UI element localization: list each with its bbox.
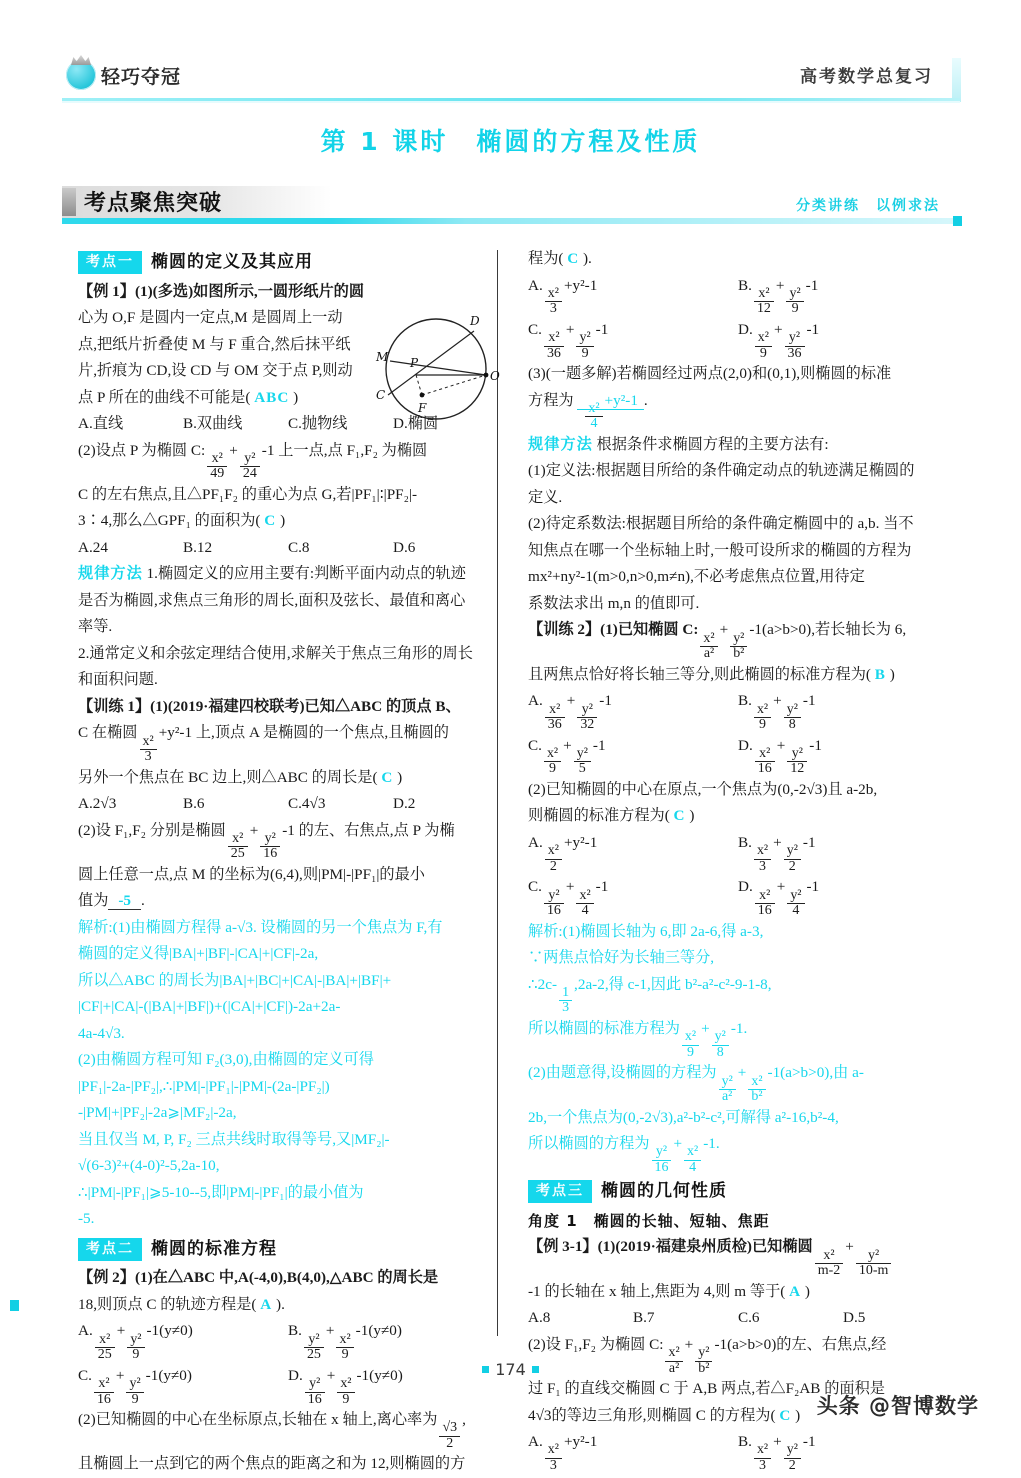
example-3-1-question: -1 的长轴在 x 轴上,焦距为 4,则 m 等于( A ) xyxy=(528,1282,810,1300)
fill-in-blank-answer: -5 xyxy=(108,892,141,910)
option-a[interactable]: A. $\frac{\text{x²}}{36}$ + $\frac{\text{y²}}{32}$ -1 xyxy=(528,692,612,733)
svg-text:P: P xyxy=(410,355,419,370)
example-2-part3-line: (3)(一题多解)若椭圆经过两点(2,0)和(0,1),则椭圆的标准 xyxy=(528,365,892,383)
solution-line: ∴2c- $\frac{1}{3}$ ,2a-2,得 c-1,因此 b²-a²-c²-9-1-8, xyxy=(528,975,772,1016)
page-title: 第 1 课时 椭圆的方程及性质 xyxy=(320,127,701,156)
example-2-part3-fill: 方程为 $\frac{\text{x²}}{4}$ +y²-1 . xyxy=(528,391,648,432)
solution-line: √(6-3)²+(4-0)²-5,2a-10, xyxy=(78,1157,220,1175)
option-d[interactable]: D. $\frac{\text{y²}}{16}$ + $\frac{\text{x²}}{9}$ -1(y≠0) xyxy=(288,1366,403,1407)
example-1-line: 【例 1】(1)(多选)如图所示,一圆形纸片的圆 xyxy=(78,282,365,300)
option-b[interactable]: B.双曲线 xyxy=(183,415,243,432)
option-b[interactable]: B.12 xyxy=(183,538,213,556)
option-c[interactable]: C.4√3 xyxy=(288,795,326,813)
section-band-marker xyxy=(62,188,76,216)
option-d[interactable]: D.2 xyxy=(393,795,416,813)
option-b[interactable]: B. $\frac{\text{x²}}{3}$ + $\frac{\text{y²}}{2}$ -1 xyxy=(738,1433,816,1473)
rule-method-1-line: 是否为椭圆,求焦点三角形的周长,面积及弦长、最值和离心 xyxy=(78,591,466,609)
solution-line: 2b,一个焦点为(0,-2√3),a²-b²-c²,可解得 a²-16,b²-4, xyxy=(528,1108,839,1126)
keypoint-1-heading xyxy=(78,249,498,276)
option-d[interactable]: D. $\frac{\text{x²}}{16}$ + $\frac{\text{y²}}{4}$ -1 xyxy=(738,878,820,919)
training-2-question: 且两焦点恰好将长轴三等分,则此椭圆的标准方程为( B ) xyxy=(528,665,895,683)
page-number xyxy=(0,1360,1021,1379)
example-2-options-row1 xyxy=(78,1318,498,1362)
rule-method-2-line: (1)定义法:根据题目所给的条件确定动点的轨迹满足椭圆的 xyxy=(528,462,915,480)
solution-line: 4a-4√3. xyxy=(78,1024,125,1042)
corner-decoration xyxy=(10,1300,19,1311)
example-1-line: 片,折痕为 CD,设 CD 与 OM 交于点 P,则动 xyxy=(78,362,353,379)
training-2-part2-options-row1 xyxy=(528,830,948,874)
solution-line: 椭圆的定义得|BA|+|BF|-|CA|+|CF|-2a, xyxy=(78,945,319,963)
svg-text:M: M xyxy=(376,349,389,364)
crown-badge-icon xyxy=(66,60,96,90)
training-1-part2-line: 圆上任意一点,点 M 的坐标为(6,4),则|PM|-|PF₁|的最小 xyxy=(78,865,425,883)
option-b[interactable]: B. $\frac{\text{y²}}{25}$ + $\frac{\text{x²}}{9}$ -1(y≠0) xyxy=(288,1322,402,1363)
example-1-line: 心为 O,F 是圆内一定点,M 是圆周上一动 xyxy=(78,309,343,326)
rule-method-1-line: 率等. xyxy=(78,618,113,636)
fraction: $\frac{\text{x²}}{m-2}$ xyxy=(815,1249,844,1279)
page-header xyxy=(0,58,1021,104)
fraction: $\frac{\text{x²}}{\text{a²}}$ xyxy=(700,632,717,662)
fraction: $\frac{√3}{2}$ xyxy=(439,1421,460,1451)
keypoint-1-name: 椭圆的定义及其应用 xyxy=(151,252,313,272)
section-band xyxy=(62,186,960,230)
example-2-cont-question: 程为( C ). xyxy=(528,250,592,267)
brand-name: 轻巧夺冠 xyxy=(101,65,182,88)
section-band-cap xyxy=(953,216,962,226)
example-1-question-line: 点 P 所在的曲线不可能是( ABC ) xyxy=(78,388,299,406)
training-2-options-row1 xyxy=(528,688,948,732)
right-column xyxy=(528,246,948,1473)
option-a[interactable]: A.8 xyxy=(528,1309,551,1327)
solution-line: 所以椭圆的标准方程为 $\frac{\text{x²}}{9}$ + $\frac{\text{y²}}{8}$ -1. xyxy=(528,1019,748,1060)
svg-text:C: C xyxy=(376,387,386,402)
brand-logo xyxy=(66,60,181,90)
keypoint-3-name: 椭圆的几何性质 xyxy=(601,1181,727,1202)
fraction: $\frac{\text{x²}}{\text{a²}}$ xyxy=(665,1346,682,1376)
rule-method-2-line: 规律方法 根据条件求椭圆方程的主要方法有: xyxy=(528,435,829,453)
example-3-1-answer: A xyxy=(789,1282,802,1300)
rule-method-2-line: 知焦点在哪一个坐标轴上时,一般可设所求的椭圆的方程为 xyxy=(528,541,912,559)
rule-method-2-line: 定义. xyxy=(528,488,563,506)
solution-line: -|PM|+|PF₂|-2a⩾|MF₂|-2a, xyxy=(78,1104,237,1122)
solution-line: 当且仅当 M, P, F₂ 三点共线时取得等号,又|MF₂|- xyxy=(78,1130,390,1148)
solution-line: ∴|PM|-|PF₁|⩾5-10--5,即|PM|-|PF₁|的最小值为 xyxy=(78,1183,364,1201)
option-c[interactable]: C.6 xyxy=(738,1309,760,1327)
circle-fold-figure xyxy=(374,303,502,431)
training-2-line: 【训练 2】(1)已知椭圆 C: $\frac{\text{x²}}{\text{a²}}$ + $\frac{\text{y²}}{\text{b²}}$ -1(a>b>0),若长轴长为 6, xyxy=(528,621,907,662)
watermark: 头条 @智博数学 xyxy=(816,1394,979,1418)
example-2-line: 【例 2】(1)在△ABC 中,A(-4,0),B(4,0),△ABC 的周长是 xyxy=(78,1269,439,1287)
header-rule-soft xyxy=(62,101,960,103)
example-3-1-part2-question: 4√3的等边三角形,则椭圆 C 的方程为( C ) xyxy=(528,1406,801,1424)
fraction: $\frac{\text{y²}}{16}$ xyxy=(260,832,280,862)
fraction: $\frac{\text{x²}}{25}$ xyxy=(228,832,248,862)
svg-text:F: F xyxy=(418,400,427,415)
solution-line: 所以△ABC 的周长为|BA|+|BC|+|CA|-|BA|+|BF|+ xyxy=(78,971,392,989)
option-a[interactable]: A.2√3 xyxy=(78,795,117,813)
example-3-1-options xyxy=(528,1305,948,1332)
keypoint-2-chip: 考点二 xyxy=(78,1238,142,1261)
header-cap-decoration xyxy=(952,58,961,102)
training-2-answer: B xyxy=(874,665,886,683)
svg-text:D: D xyxy=(470,313,480,328)
example-2-part2-line: 且椭圆上一点到它的两个焦点的距离之和为 12,则椭圆的方 xyxy=(78,1455,466,1473)
option-a[interactable]: A. $\frac{\text{x²}}{2}$ +y²-1 xyxy=(528,833,598,874)
example-2-answer: A xyxy=(260,1295,273,1313)
example-3-1-part2-line: (2)设 F₁,F₂ 为椭圆 C: $\frac{\text{x²}}{\text{a²}}$ + $\frac{\text{y²}}{\text{b²}}$ -1(a>b>0)的左、右焦点,经 xyxy=(528,1335,887,1376)
example-2-cont-options-row2 xyxy=(528,317,948,361)
rule-method-2-line: 系数法求出 m,n 的值即可. xyxy=(528,594,700,612)
training-1-answer: C xyxy=(381,768,394,786)
example-1-line: 点,把纸片折叠使 M 与 F 重合,然后抹平纸 xyxy=(78,335,351,353)
solution-line: (2)由椭圆方程可知 F₂(3,0),由椭圆的定义可得 xyxy=(78,1051,374,1069)
solution-line: 所以椭圆的方程为 $\frac{\text{y²}}{16}$ + $\frac{\text{x²}}{4}$ -1. xyxy=(528,1135,720,1175)
example-2-question: 18,则顶点 C 的轨迹方程是( A ). xyxy=(78,1295,285,1313)
option-b[interactable]: B. $\frac{\text{x²}}{3}$ + $\frac{\text{y²}}{2}$ -1 xyxy=(738,833,816,874)
option-d[interactable]: D. $\frac{\text{x²}}{9}$ + $\frac{\text{y²}}{36}$ -1 xyxy=(738,320,820,361)
solution-line: (2)由题意得,设椭圆的方程为 $\frac{\text{y²}}{\text{a²}}$ + $\frac{\text{x²}}{\text{b²}}$ -1(a>b>0),由 a- xyxy=(528,1064,864,1105)
option-a[interactable]: A.直线 xyxy=(78,415,124,432)
page-number-left-marker xyxy=(482,1366,489,1373)
page-number-value: 174 xyxy=(495,1360,526,1379)
option-d[interactable]: D. $\frac{\text{x²}}{16}$ + $\frac{\text{y²}}{12}$ -1 xyxy=(738,736,822,777)
example-1-part2-line: C 的左右焦点,且△PF₁F₂ 的重心为点 G,若|PF₁|∶|PF₂|- xyxy=(78,485,417,503)
rule-method-2-line: (2)待定系数法:根据题目所给的条件确定椭圆中的 a,b. 当不 xyxy=(528,515,914,533)
fraction: $\frac{\text{y²}}{\text{b²}}$ xyxy=(730,632,747,662)
fraction: $\frac{\text{x²}}{3}$ xyxy=(140,735,157,765)
rule-method-1-line: 2.通常定义和余弦定理结合使用,求解关于焦点三角形的周长 xyxy=(78,644,473,662)
example-2-cont-answer: C xyxy=(567,250,580,267)
svg-text:O: O xyxy=(490,368,500,383)
rule-method-2-line: mx²+ny²-1(m>0,n>0,m≠n),不必考虑焦点位置,用待定 xyxy=(528,568,865,586)
keypoint-2-name: 椭圆的标准方程 xyxy=(151,1238,277,1259)
option-a[interactable]: A. $\frac{\text{x²}}{25}$ + $\frac{\text{y²}}{9}$ -1(y≠0) xyxy=(78,1322,193,1363)
option-c[interactable]: C. $\frac{\text{x²}}{9}$ + $\frac{\text{y²}}{5}$ -1 xyxy=(528,736,606,777)
section-subtitle: 分类讲练 以例求法 xyxy=(796,198,940,214)
angle-1-heading: 角度 1 椭圆的长轴、短轴、焦距 xyxy=(528,1211,770,1230)
example-1-part2-line: (2)设点 P 为椭圆 C: $\frac{\text{x²}}{49}$ + $\frac{\text{y²}}{24}$ -1 上一点,点 F₁,F₂ 为椭圆 xyxy=(78,441,428,482)
option-b[interactable]: B.6 xyxy=(183,795,205,813)
option-c[interactable]: C. $\frac{\text{y²}}{16}$ + $\frac{\text{x²}}{4}$ -1 xyxy=(528,878,609,919)
option-b[interactable]: B. $\frac{\text{x²}}{9}$ + $\frac{\text{y²}}{8}$ -1 xyxy=(738,692,816,733)
rule-method-1-line: 规律方法 1.椭圆定义的应用主要有:判断平面内动点的轨迹 xyxy=(78,565,466,583)
training-1-part2-fill: 值为 -5 . xyxy=(78,892,145,910)
option-b[interactable]: B. $\frac{\text{x²}}{12}$ + $\frac{\text{y²}}{9}$ -1 xyxy=(738,276,819,317)
training-1-line: C 在椭圆 $\frac{\text{x²}}{3}$ +y²-1 上,顶点 A 是椭圆的一个焦点,且椭圆的 xyxy=(78,724,449,765)
training-1-question: 另外一个焦点在 BC 边上,则△ABC 的周长是( C ) xyxy=(78,768,403,786)
option-a[interactable]: A. $\frac{\text{x²}}{3}$ +y²-1 xyxy=(528,276,598,317)
solution-line: |CF|+|CA|-(|BA|+|BF|)+(|CA|+|CF|)-2a+2a- xyxy=(78,998,341,1016)
solution-line: 解析:(1)由椭圆方程得 a-√3. 设椭圆的另一个焦点为 F,有 xyxy=(78,918,443,936)
example-3-1-part2-line: 过 F₁ 的直线交椭圆 C 于 A,B 两点,若△F₂AB 的面积是 xyxy=(528,1380,885,1398)
fraction: $\frac{\text{y²}}{10-m}$ xyxy=(856,1249,892,1279)
section-title: 考点聚焦突破 xyxy=(84,191,223,216)
option-c[interactable]: C.8 xyxy=(288,538,310,556)
solution-line: 解析:(1)椭圆长轴为 6,即 2a-6,得 a-3, xyxy=(528,922,764,940)
option-d[interactable]: D.椭圆 xyxy=(393,415,439,432)
rule-method-label: 规律方法 xyxy=(78,565,143,583)
keypoint-2-heading xyxy=(78,1236,498,1263)
example-1-part2-answer: C xyxy=(264,512,277,530)
example-1-part2-options xyxy=(78,535,498,562)
training-1-options xyxy=(78,791,498,818)
left-column xyxy=(78,246,498,1478)
example-2-part2-line: (2)已知椭圆的中心在坐标原点,长轴在 x 轴上,离心率为 $\frac{√3}{2}$ , xyxy=(78,1411,466,1451)
option-c[interactable]: C.抛物线 xyxy=(288,415,348,432)
solution-line: -5. xyxy=(78,1210,95,1228)
example-3-1-line: 【例 3-1】(1)(2019·福建泉州质检)已知椭圆 $\frac{\text{x²}}{m-2}$ + $\frac{\text{y²}}{10-m}$ xyxy=(528,1234,948,1278)
option-d[interactable]: D.5 xyxy=(843,1309,866,1327)
rule-method-label: 规律方法 xyxy=(528,435,593,453)
training-1-part2-line: (2)设 F₁,F₂ 分别是椭圆 $\frac{\text{x²}}{25}$ + $\frac{\text{y²}}{16}$ -1 的左、右焦点,点 P 为椭 xyxy=(78,821,455,862)
training-2-part2-question: 则椭圆的标准方程为( C ) xyxy=(528,807,695,825)
training-2-part2-options-row2 xyxy=(528,874,948,918)
option-a[interactable]: A.24 xyxy=(78,538,108,556)
option-c[interactable]: C. $\frac{\text{x²}}{16}$ + $\frac{\text{y²}}{9}$ -1(y≠0) xyxy=(78,1366,192,1407)
example-1-part2-question: 3∶4,那么△GPF₁ 的面积为( C ) xyxy=(78,512,286,530)
keypoint-3-chip: 考点三 xyxy=(528,1180,592,1203)
fraction: $\frac{\text{y²}}{24}$ xyxy=(240,452,260,482)
training-1-line: 【训练 1】(1)(2019·福建四校联考)已知△ABC 的顶点 B、 xyxy=(78,697,461,715)
rule-method-1-line: 和面积问题. xyxy=(78,671,158,689)
example-3-1-part2-answer: C xyxy=(779,1406,792,1424)
example-2-cont-options-row1 xyxy=(528,273,948,317)
solution-line: |PF₁|-2a-|PF₂|,∴|PM|-|PF₁|-|PM|-(2a-|PF₂|) xyxy=(78,1077,330,1095)
keypoint-1-chip: 考点一 xyxy=(78,251,142,274)
training-2-part2-answer: C xyxy=(673,807,686,825)
training-2-part2-line: (2)已知椭圆的中心在原点,一个焦点为(0,-2√3)且 a-2b, xyxy=(528,780,878,798)
example-1-answer: ABC xyxy=(254,388,290,406)
section-underline xyxy=(62,218,960,224)
option-a[interactable]: A. $\frac{\text{x²}}{3}$ +y²-1 xyxy=(528,1433,598,1473)
running-title: 高考数学总复习 xyxy=(800,67,933,87)
example-3-1-part2-options xyxy=(528,1429,948,1473)
option-b[interactable]: B.7 xyxy=(633,1309,655,1327)
fraction: $\frac{\text{x²}}{49}$ xyxy=(207,452,227,482)
fraction: $\frac{\text{y²}}{\text{b²}}$ xyxy=(695,1346,712,1376)
training-2-options-row2 xyxy=(528,733,948,777)
fill-in-blank-answer: $\frac{\text{x²}}{4}$ +y²-1 xyxy=(577,392,644,410)
option-d[interactable]: D.6 xyxy=(393,538,416,556)
solution-line: ∵两焦点恰好为长轴三等分, xyxy=(528,949,715,967)
keypoint-3-heading xyxy=(528,1178,948,1205)
option-c[interactable]: C. $\frac{\text{x²}}{36}$ + $\frac{\text{y²}}{9}$ -1 xyxy=(528,320,609,361)
page-number-right-marker xyxy=(532,1366,539,1373)
